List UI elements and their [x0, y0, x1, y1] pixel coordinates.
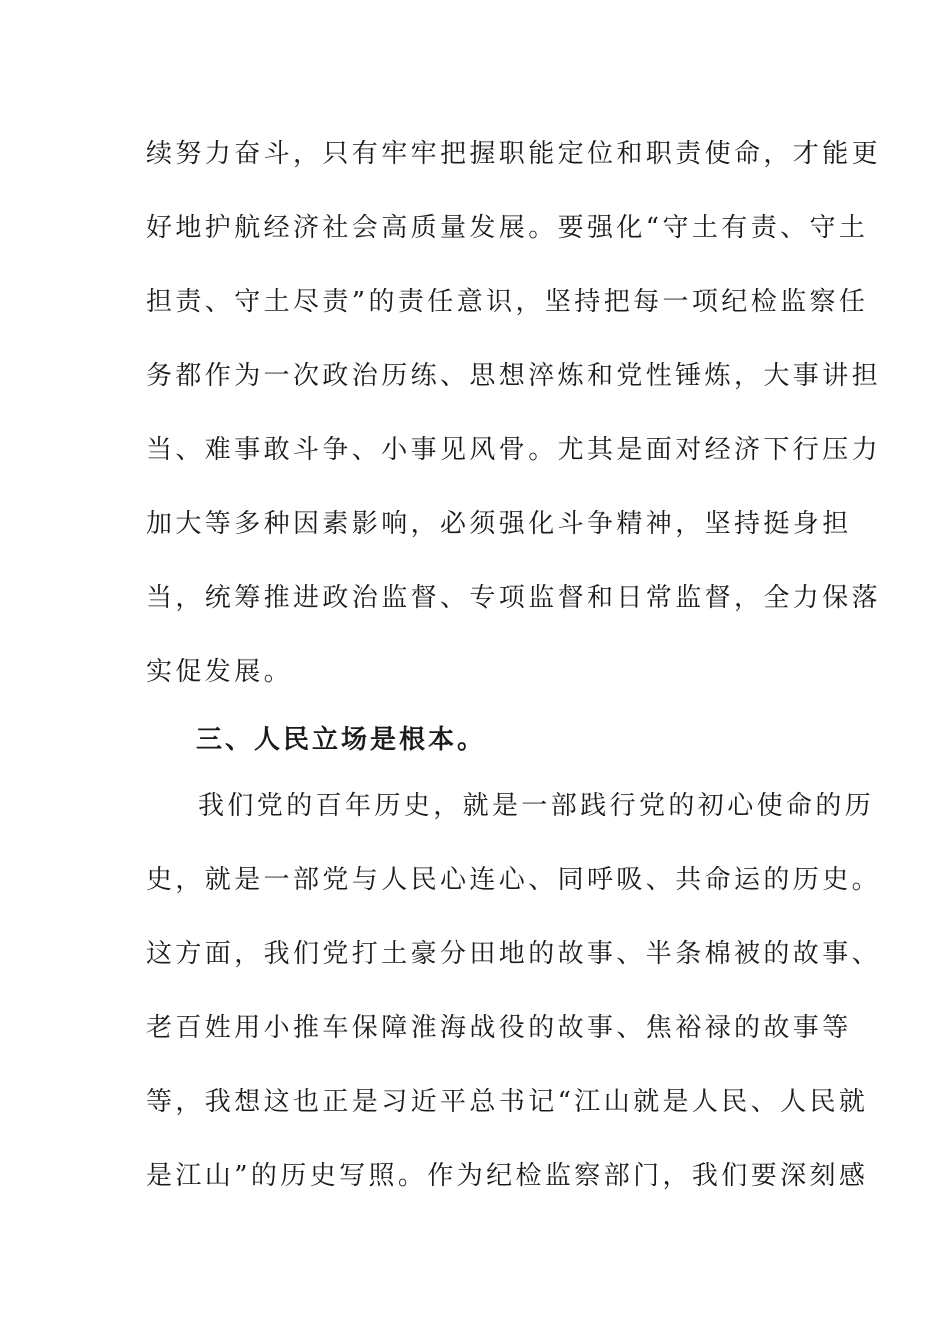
paragraph-line: 是江山”的历史写照。作为纪检监察部门，我们要深刻感: [146, 1161, 869, 1191]
paragraph-line: 我们党的百年历史，就是一部践行党的初心使命的历: [198, 791, 875, 821]
paragraph-line: 务都作为一次政治历练、思想淬炼和党性锤炼，大事讲担: [146, 361, 882, 391]
paragraph-line: 续努力奋斗，只有牢牢把握职能定位和职责使命，才能更: [146, 139, 882, 169]
paragraph-line: 好地护航经济社会高质量发展。要强化“守土有责、守土: [146, 213, 869, 243]
paragraph-line: 老百姓用小推车保障淮海战役的故事、焦裕禄的故事等: [146, 1013, 852, 1043]
paragraph-line: 担责、守土尽责”的责任意识，坚持把每一项纪检监察任: [146, 287, 869, 317]
paragraph-line: 当、难事敢斗争、小事见风骨。尤其是面对经济下行压力: [146, 435, 882, 465]
paragraph-line: 当，统筹推进政治监督、专项监督和日常监督，全力保落: [146, 583, 882, 613]
section-heading: 三、人民立场是根本。: [196, 725, 487, 755]
paragraph-line: 史，就是一部党与人民心连心、同呼吸、共命运的历史。: [146, 865, 882, 895]
paragraph-line: 实促发展。: [146, 657, 294, 687]
paragraph-line: 等，我想这也正是习近平总书记“江山就是人民、人民就: [146, 1087, 869, 1117]
paragraph-line: 这方面，我们党打土豪分田地的故事、半条棉被的故事、: [146, 939, 882, 969]
paragraph-line: 加大等多种因素影响，必须强化斗争精神，坚持挺身担: [146, 509, 852, 539]
